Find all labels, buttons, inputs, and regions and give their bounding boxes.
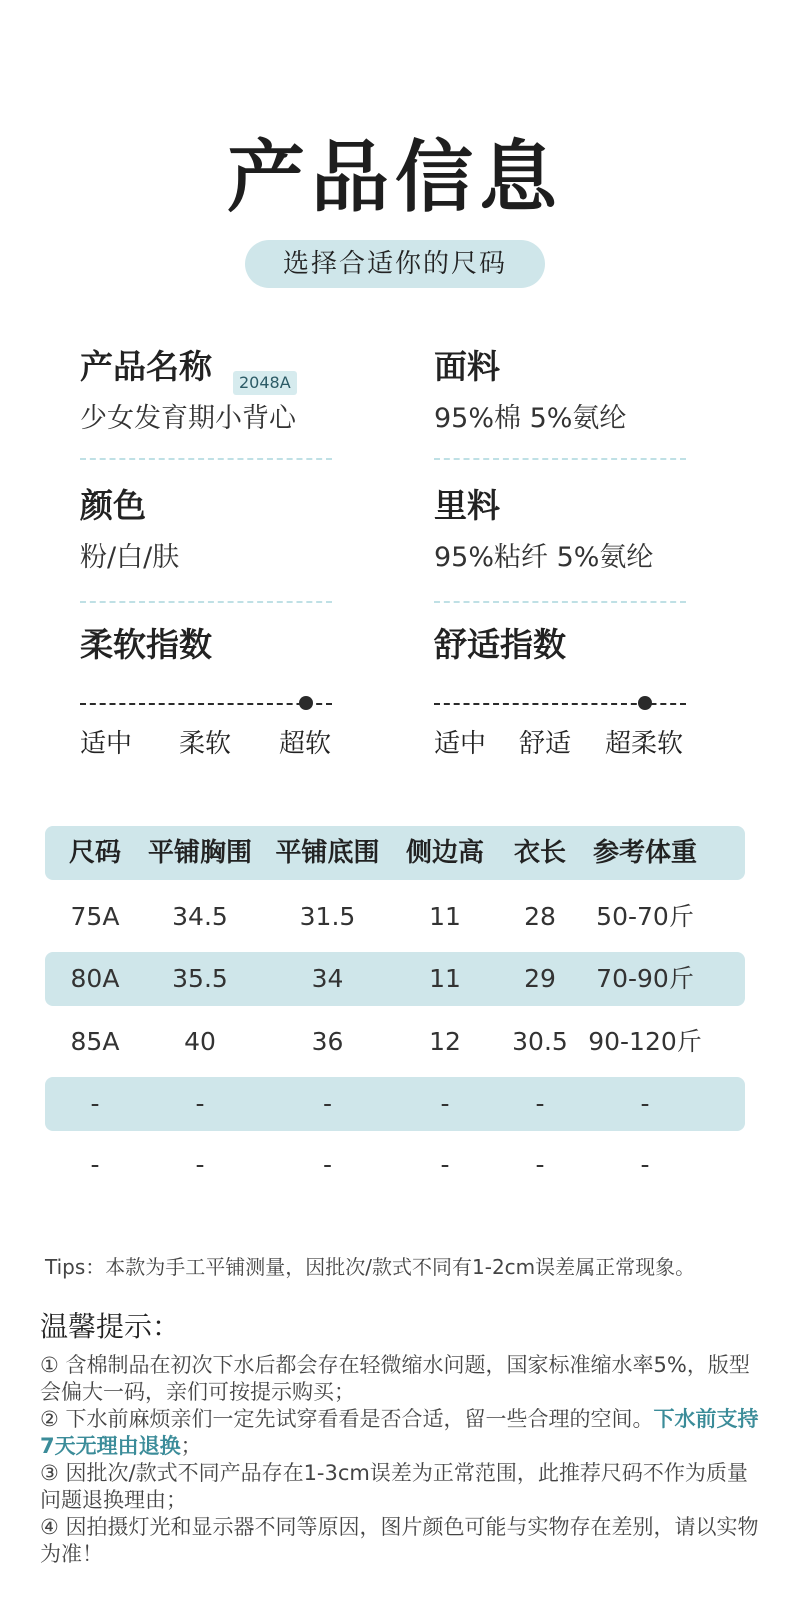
table-cell: 35.5 [172, 964, 228, 993]
comfort-level: 舒适 [519, 729, 572, 759]
softness-level: 柔软 [179, 729, 232, 759]
notice-item-text: ； [180, 1434, 202, 1458]
subtitle-pill: 选择合适你的尺码 [245, 240, 545, 288]
table-cell: 50-70斤 [596, 902, 694, 931]
table-cell: - [90, 1089, 100, 1118]
notice-item: ③ 因批次/款式不同产品存在1-3cm误差为正常范围，此推荐尺码不作为质量问题退换理由； [40, 1461, 748, 1512]
softness-label: 柔软指数 [80, 625, 212, 664]
table-cell: 29 [524, 964, 556, 993]
table-cell: - [535, 1089, 545, 1118]
notice-item [40, 1406, 760, 1460]
table-cell: 36 [311, 1027, 344, 1056]
notice-body [40, 1352, 760, 1568]
table-header-cell: 参考体重 [592, 838, 697, 868]
comfort-label: 舒适指数 [434, 625, 566, 664]
table-header-cell: 衣长 [513, 838, 566, 868]
table-cell: - [322, 1089, 333, 1118]
divider [80, 601, 332, 603]
table-cell: - [440, 1150, 450, 1179]
notice-title: 温馨提示： [40, 1310, 181, 1343]
table-cell: 11 [429, 964, 461, 993]
table-cell: 12 [429, 1027, 461, 1056]
fabric-label: 面料 [434, 347, 500, 386]
table-cell: - [535, 1150, 545, 1179]
table-cell: - [195, 1089, 205, 1118]
fabric-value: 95%棉 5%氨纶 [434, 403, 627, 434]
divider [434, 458, 686, 460]
return-policy-highlight: 下水前支持7天无理由退换 [40, 1407, 759, 1458]
table-cell: 30.5 [512, 1027, 568, 1056]
table-cell: - [440, 1089, 450, 1118]
notice-item: ④ 因拍摄灯光和显示器不同等原因，图片颜色可能与实物存在差别，请以实物为准！ [40, 1515, 759, 1566]
measurement-tips: Tips：本款为手工平铺测量，因批次/款式不同有1-2cm误差属正常现象。 [45, 1255, 696, 1279]
product-name-value: 少女发育期小背心 [80, 403, 296, 434]
comfort-indicator [638, 696, 652, 710]
table-cell: 28 [524, 902, 556, 931]
table-header-cell: 侧边高 [405, 838, 484, 868]
table-cell: 85A [70, 1027, 120, 1056]
table-cell: 11 [429, 902, 461, 931]
comfort-level: 超柔软 [605, 729, 684, 759]
page-title: 产品信息 [226, 133, 563, 223]
table-cell: - [640, 1089, 650, 1118]
table-cell: - [322, 1150, 333, 1179]
table-cell: - [640, 1150, 650, 1179]
product-name-label: 产品名称 [80, 347, 212, 386]
table-cell: 80A [70, 964, 120, 993]
table-header-cell: 尺码 [68, 838, 121, 868]
comfort-level: 适中 [434, 729, 487, 759]
color-value: 粉/白/肤 [80, 542, 180, 573]
table-cell: 34.5 [172, 902, 228, 931]
lining-value: 95%粘纤 5%氨纶 [434, 542, 654, 573]
product-code-tag: 2048A [233, 371, 297, 395]
table-cell: - [195, 1150, 205, 1179]
divider [80, 458, 332, 460]
color-label: 颜色 [80, 486, 146, 525]
lining-label: 里料 [434, 486, 500, 525]
table-cell: 70-90斤 [596, 964, 694, 993]
table-cell: 90-120斤 [588, 1027, 702, 1056]
softness-scale [80, 703, 332, 705]
table-cell: 40 [184, 1027, 216, 1056]
notice-item-text: ② 下水前麻烦亲们一定先试穿看看是否合适，留一些合理的空间。 [40, 1407, 654, 1431]
notice-item: ① 含棉制品在初次下水后都会存在轻微缩水问题，国家标准缩水率5%，版型会偏大一码，亲们可按提示购买； [40, 1353, 750, 1404]
table-cell: 75A [70, 902, 120, 931]
table-header-cell: 平铺底围 [275, 838, 380, 868]
softness-indicator [299, 696, 313, 710]
table-header-cell: 平铺胸围 [147, 838, 252, 868]
divider [434, 601, 686, 603]
softness-level: 适中 [80, 729, 133, 759]
table-cell: 34 [311, 964, 344, 993]
softness-level: 超软 [279, 729, 332, 759]
table-cell: 31.5 [299, 902, 356, 931]
table-cell: - [90, 1150, 100, 1179]
